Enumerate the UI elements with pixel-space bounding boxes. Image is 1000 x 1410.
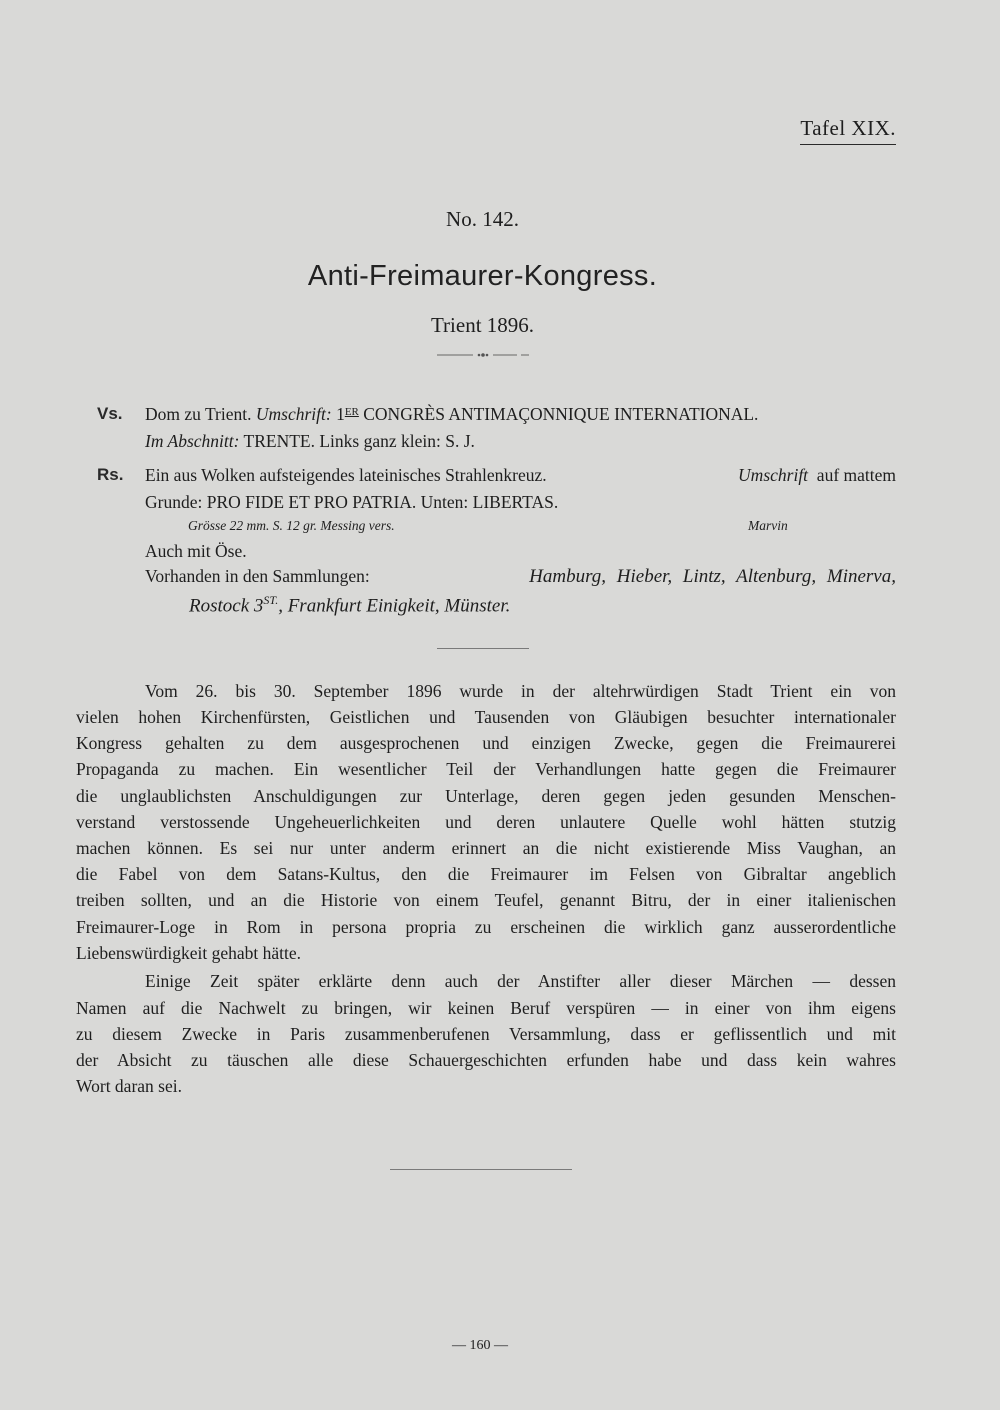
- end-divider: [390, 1169, 572, 1170]
- collections-list-2a: Rostock 3: [189, 595, 264, 617]
- collections-list-2b: , Frankfurt Einigkeit, Münster.: [278, 595, 511, 617]
- obverse-inscription-label: Umschrift:: [255, 404, 332, 424]
- obverse-label: Vs.: [97, 404, 123, 423]
- reverse-inscription-label: Umschrift: [738, 465, 809, 485]
- body-p1-line-10: Freimaurer-Loge in Rom in persona propria zu erscheinen die wirklich ganz ausserordentliche: [76, 917, 896, 937]
- medal-variant: Auch mit Öse.: [145, 541, 247, 561]
- body-p2-line-4: der Absicht zu täuschen alle diese Schauergeschichten erfunden habe und dass kein wahres: [76, 1050, 896, 1070]
- obverse-line-1: [145, 404, 1000, 425]
- body-p1-line-4: Propaganda zu machen. Ein wesentlicher Teil der Verhandlungen hatte gegen die Freimaurer: [76, 759, 896, 779]
- body-p2-line-2: Namen auf die Nachwelt zu bringen, wir keinen Beruf verspüren — in einer von ihm eigens: [76, 998, 896, 1018]
- obverse-inscription-ordinal: 1: [336, 404, 345, 424]
- body-p1-line-2: vielen hohen Kirchenfürsten, Geistlichen und Tausenden von Gläubigen besuchter internationaler: [76, 707, 896, 727]
- obverse-inscription-sup: ER: [344, 406, 359, 418]
- page-number: — 160 —: [452, 1338, 508, 1353]
- body-p1-line-9: treiben sollten, und an die Historie von einem Teufel, genannt Bitru, der in einer italienischen: [76, 890, 896, 910]
- section-divider: [437, 648, 529, 649]
- medal-specs: Grösse 22 mm. S. 12 gr. Messing vers.: [188, 518, 395, 533]
- collections-label: Vorhanden in den Sammlungen:: [145, 566, 370, 586]
- body-p1-line-6: verstand verstossende Ungeheuerlichkeiten und deren unlautere Quelle wohl hätten stutzig: [76, 812, 896, 832]
- obverse-exergue: TRENTE. Links ganz klein: S. J.: [243, 431, 475, 451]
- reverse-description: Ein aus Wolken aufsteigendes lateinisches Strahlenkreuz.: [145, 465, 547, 485]
- obverse-exergue-label: Im Abschnitt:: [145, 431, 240, 451]
- entry-number: No. 142.: [446, 207, 519, 231]
- body-p2-line-5: Wort daran sei.: [76, 1076, 182, 1096]
- reverse-line-1: [145, 465, 896, 486]
- body-p1-line-11: Liebenswürdigkeit gehabt hätte.: [76, 943, 301, 963]
- plate-label: Tafel XIX.: [800, 116, 896, 145]
- body-p1-line-7: machen können. Es sei nur unter anderm erinnert an die nicht existierende Miss Vaughan, an: [76, 838, 896, 858]
- body-p2-line-1: Einige Zeit später erklärte denn auch der Anstifter aller dieser Märchen — dessen: [145, 971, 896, 991]
- obverse-line-2: [145, 431, 1000, 452]
- body-p1-line-1: Vom 26. bis 30. September 1896 wurde in der altehrwürdigen Stadt Trient ein von: [145, 681, 896, 701]
- medal-attribution: Marvin: [748, 518, 788, 533]
- body-p1-line-8: die Fabel von dem Satans-Kultus, den die Freimaurer im Felsen von Gibraltar angeblich: [76, 864, 896, 884]
- reverse-label: Rs.: [97, 465, 124, 484]
- collections-line-1: [145, 566, 896, 588]
- collections-list-2sup: ST.: [263, 593, 279, 607]
- body-p1-line-5: die unglaublichsten Anschuldigungen zur Unterlage, deren gegen jeden gesunden Menschen-: [76, 786, 896, 806]
- reverse-line-2: Grunde: PRO FIDE ET PRO PATRIA. Unten: LIBERTAS.: [145, 492, 559, 512]
- body-p2-line-3: zu diesem Zwecke in Paris zusammenberufenen Versammlung, dass er geflissentlich und mit: [76, 1024, 896, 1044]
- obverse-subject: Dom zu Trient.: [145, 404, 252, 424]
- page-title: Anti-Freimaurer-Kongress.: [307, 260, 658, 292]
- reverse-inscription-cont: auf mattem: [816, 465, 896, 485]
- body-p1-line-3: Kongress gehalten zu dem ausgesprochenen und einzigen Zwecke, gegen die Freimaurerei: [76, 733, 896, 753]
- collections-line-2: [189, 593, 1000, 617]
- place-date: Trient 1896.: [430, 313, 535, 337]
- obverse-inscription: CONGRÈS ANTIMAÇONNIQUE INTERNATIONAL.: [363, 404, 759, 424]
- collections-list-1: Hamburg, Hieber, Lintz, Altenburg, Minerva,: [529, 566, 896, 587]
- ornament-divider: [437, 352, 529, 358]
